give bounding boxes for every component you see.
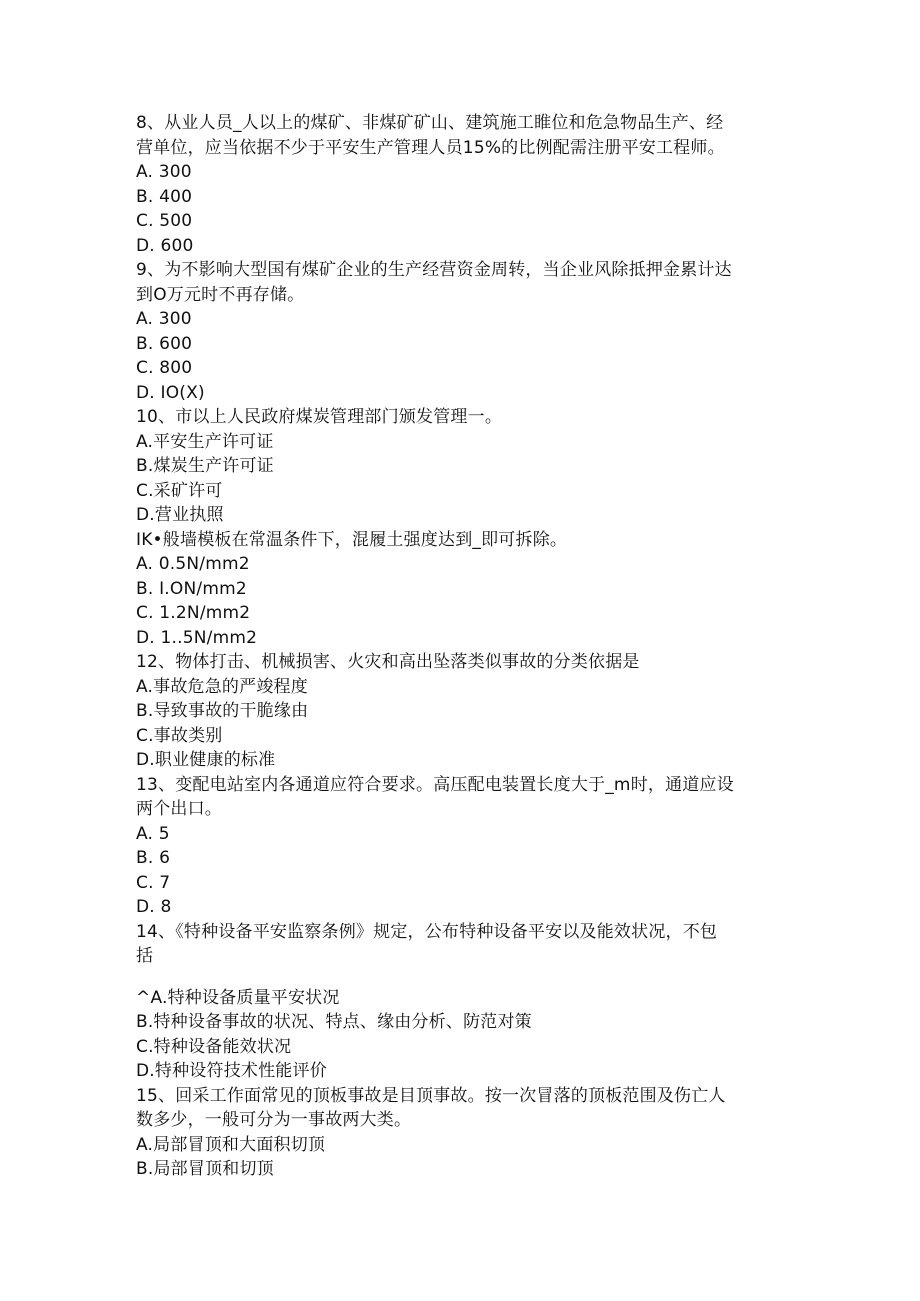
question-13-line-1: 13、变配电站室内各通道应符合要求。高压配电装置长度大于_m时，通道应设 xyxy=(136,774,734,795)
question-11-option-b: B. I.ON/mm2 xyxy=(136,578,247,599)
question-14-option-c: C.特种设备能效状况 xyxy=(136,1036,292,1057)
question-10-line-1: 10、市以上人民政府煤炭管理部门颁发管理一。 xyxy=(136,407,503,427)
question-8-option-d: D. 600 xyxy=(136,235,194,256)
question-12-line-1: 12、物体打击、机械损害、火灾和高出坠落类似事故的分类依据是 xyxy=(136,652,640,672)
question-13-option-b: B. 6 xyxy=(136,848,171,868)
document-page xyxy=(136,111,786,1182)
question-15-line-1: 15、回采工作面常见的顶板事故是目顶事故。按一次冒落的顶板范围及伤亡人 xyxy=(136,1085,726,1106)
question-13-line-2: 两个出口。 xyxy=(136,799,222,819)
question-11-option-d: D. 1..5N/mm2 xyxy=(136,627,258,648)
question-9-option-a: A. 300 xyxy=(136,309,192,329)
question-14-option-d: D.特种设符技术性能评价 xyxy=(136,1061,327,1081)
question-10-option-a: A.平安生产许可证 xyxy=(136,431,274,452)
question-12-option-c: C.事故类别 xyxy=(136,725,223,746)
question-8-option-b: B. 400 xyxy=(136,186,193,207)
question-11-option-c: C. 1.2N/mm2 xyxy=(136,603,251,623)
question-14-option-a: ^A.特种设备质量平安状况 xyxy=(136,987,340,1008)
question-10-option-d: D.营业执照 xyxy=(136,505,224,525)
question-13-option-a: A. 5 xyxy=(136,823,170,844)
question-15-option-b: B.局部冒顶和切顶 xyxy=(136,1159,274,1179)
question-9-line-1: 9、为不影响大型国有煤矿企业的生产经营资金周转，当企业风除抵押金累计达 xyxy=(136,260,732,280)
question-12-option-a: A.事故危急的严竣程度 xyxy=(136,676,308,697)
question-14-line-2: 括 xyxy=(136,946,154,966)
question-10-option-c: C.采矿许可 xyxy=(136,480,223,501)
question-14-line-1: 14、《特种设备平安监察条例》规定，公布特种设备平安以及能效状况，不包 xyxy=(136,921,718,942)
question-10-option-b: B.煤炭生产许可证 xyxy=(136,456,274,476)
question-13-option-d: D. 8 xyxy=(136,897,172,917)
question-15-option-a: A.局部冒顶和大面积切顶 xyxy=(136,1134,326,1155)
spacer xyxy=(136,969,786,986)
question-9-option-d: D. IO(X) xyxy=(136,382,205,403)
question-12-option-b: B.导致事故的干脆缘由 xyxy=(136,701,309,721)
question-8-option-c: C. 500 xyxy=(136,211,193,231)
question-15-line-2: 数多少，一般可分为一事故两大类。 xyxy=(136,1110,412,1130)
question-11-line-1: IK•般墙模板在常温条件下，混履土强度达到_即可拆除。 xyxy=(136,529,568,550)
question-13-option-c: C. 7 xyxy=(136,872,171,893)
question-14-option-b: B.特种设备事故的状况、特点、缘由分析、防范对策 xyxy=(136,1012,532,1032)
question-9-line-2: 到O万元时不再存储。 xyxy=(136,284,305,305)
question-9-option-b: B. 600 xyxy=(136,333,193,354)
question-12-option-d: D.职业健康的标准 xyxy=(136,750,276,770)
question-8-line-1: 8、从业人员_人以上的煤矿、非煤矿矿山、建筑施工睢位和危急物品生产、经 xyxy=(136,113,724,133)
question-8-option-a: A. 300 xyxy=(136,162,192,182)
question-8-line-2: 营单位，应当依据不少于平安生产管理人员15%的比例配需注册平安工程师。 xyxy=(136,137,725,158)
question-9-option-c: C. 800 xyxy=(136,358,193,378)
question-11-option-a: A. 0.5N/mm2 xyxy=(136,554,250,574)
